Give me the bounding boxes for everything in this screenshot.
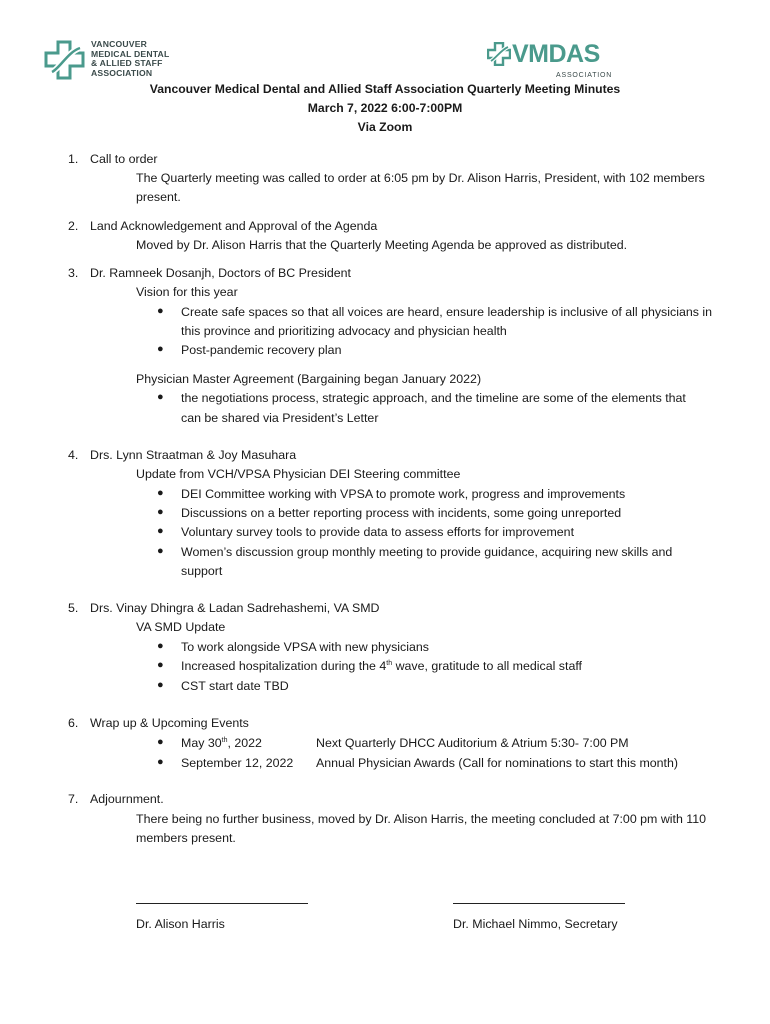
bullet-icon: ● <box>157 506 164 518</box>
bullet-text: DEI Committee working with VPSA to promote work, progress and improvements <box>181 487 626 501</box>
meeting-location: Via Zoom <box>357 120 413 134</box>
org-line: ASSOCIATION <box>91 67 153 78</box>
bullet-text: can be shared via President’s Letter <box>181 411 379 425</box>
event-date: May 30th, 2022 <box>181 736 262 750</box>
event-description: Annual Physician Awards (Call for nominations to start this month) <box>316 756 679 770</box>
item-number: 4. <box>68 448 79 462</box>
item-body-line: The Quarterly meeting was called to order at 6:05 pm by Dr. Alison Harris, President, with 102 members <box>136 171 705 185</box>
bullet-icon: ● <box>157 545 164 557</box>
bullet-text: the negotiations process, strategic approach, and the timeline are some of the elements that <box>181 391 686 405</box>
item-heading: Land Acknowledgement and Approval of the Agenda <box>90 219 378 233</box>
item-subheading: Update from VCH/VPSA Physician DEI Steering committee <box>136 467 461 481</box>
bullet-icon: ● <box>157 305 164 317</box>
document-title: Vancouver Medical Dental and Allied Staff Association Quarterly Meeting Minutes <box>149 82 621 96</box>
signatory-right: Dr. Michael Nimmo, Secretary <box>453 917 618 931</box>
signatory-left: Dr. Alison Harris <box>136 917 225 931</box>
bullet-text: To work alongside VPSA with new physicians <box>181 640 429 654</box>
bullet-text: Post-pandemic recovery plan <box>181 343 342 357</box>
bullet-icon: ● <box>157 659 164 671</box>
signature-line-right <box>453 903 625 904</box>
item-subheading: Vision for this year <box>136 285 238 299</box>
item-subheading: VA SMD Update <box>136 620 226 634</box>
meeting-date: March 7, 2022 6:00-7:00PM <box>307 101 463 115</box>
bullet-text: Create safe spaces so that all voices are heard, ensure leadership is inclusive of all physicians in <box>181 305 713 319</box>
event-description: Next Quarterly DHCC Auditorium & Atrium 5:30- 7:00 PM <box>316 736 629 750</box>
bullet-icon: ● <box>157 525 164 537</box>
bullet-icon: ● <box>157 487 164 499</box>
bullet-text-part: Increased hospitalization during the 4th wave, gratitude to all medical staff <box>181 659 582 673</box>
item-number: 5. <box>68 601 79 615</box>
brand-wordmark: VMDAS <box>512 40 600 68</box>
item-heading: Adjournment. <box>90 792 164 806</box>
vmdas-logo-icon-right <box>487 42 511 69</box>
item-body-line: members present. <box>136 831 236 845</box>
org-name-block <box>91 40 169 78</box>
item-body-line: Moved by Dr. Alison Harris that the Quarterly Meeting Agenda be approved as distributed. <box>136 238 628 252</box>
item-number: 1. <box>68 152 79 166</box>
item-number: 6. <box>68 716 79 730</box>
item-heading: Dr. Ramneek Dosanjh, Doctors of BC President <box>90 266 352 280</box>
org-line: MEDICAL DENTAL <box>91 48 170 59</box>
bullet-text: support <box>181 564 223 578</box>
item-heading: Drs. Vinay Dhingra & Ladan Sadrehashemi, VA SMD <box>90 601 380 615</box>
bullet-icon: ● <box>157 391 164 403</box>
bullet-icon: ● <box>157 343 164 355</box>
bullet-icon: ● <box>157 679 164 691</box>
item-body-line: present. <box>136 190 181 204</box>
bullet-icon: ● <box>157 756 164 768</box>
bullet-text: Voluntary survey tools to provide data to assess efforts for improvement <box>181 525 575 539</box>
org-line: VANCOUVER <box>91 39 148 49</box>
item-heading: Wrap up & Upcoming Events <box>90 716 249 730</box>
bullet-text: this province and prioritizing advocacy and physician health <box>181 324 507 338</box>
item-number: 2. <box>68 219 79 233</box>
item-number: 7. <box>68 792 79 806</box>
item-subheading: Physician Master Agreement (Bargaining began January 2022) <box>136 372 482 386</box>
bullet-text: Women’s discussion group monthly meeting to provide guidance, acquiring new skills and <box>181 545 673 559</box>
item-heading: Call to order <box>90 152 158 166</box>
item-body-line: There being no further business, moved by Dr. Alison Harris, the meeting concluded at 7:00 pm with 110 <box>136 812 707 826</box>
org-line: & ALLIED STAFF <box>91 58 163 69</box>
bullet-icon: ● <box>157 640 164 652</box>
item-number: 3. <box>68 266 79 280</box>
ordinal-suffix: th <box>221 737 228 744</box>
brand-subtitle: ASSOCIATION <box>556 72 613 79</box>
vmdas-logo-icon-left <box>44 40 86 83</box>
bullet-text: CST start date TBD <box>181 679 289 693</box>
event-date: September 12, 2022 <box>181 756 294 770</box>
bullet-text: Discussions on a better reporting process with incidents, some going unreported <box>181 506 622 520</box>
signature-line-left <box>136 903 308 904</box>
item-heading: Drs. Lynn Straatman & Joy Masuhara <box>90 448 297 462</box>
bullet-icon: ● <box>157 736 164 748</box>
ordinal-suffix: th <box>386 660 393 667</box>
bullet-text-superscript <box>181 659 582 673</box>
